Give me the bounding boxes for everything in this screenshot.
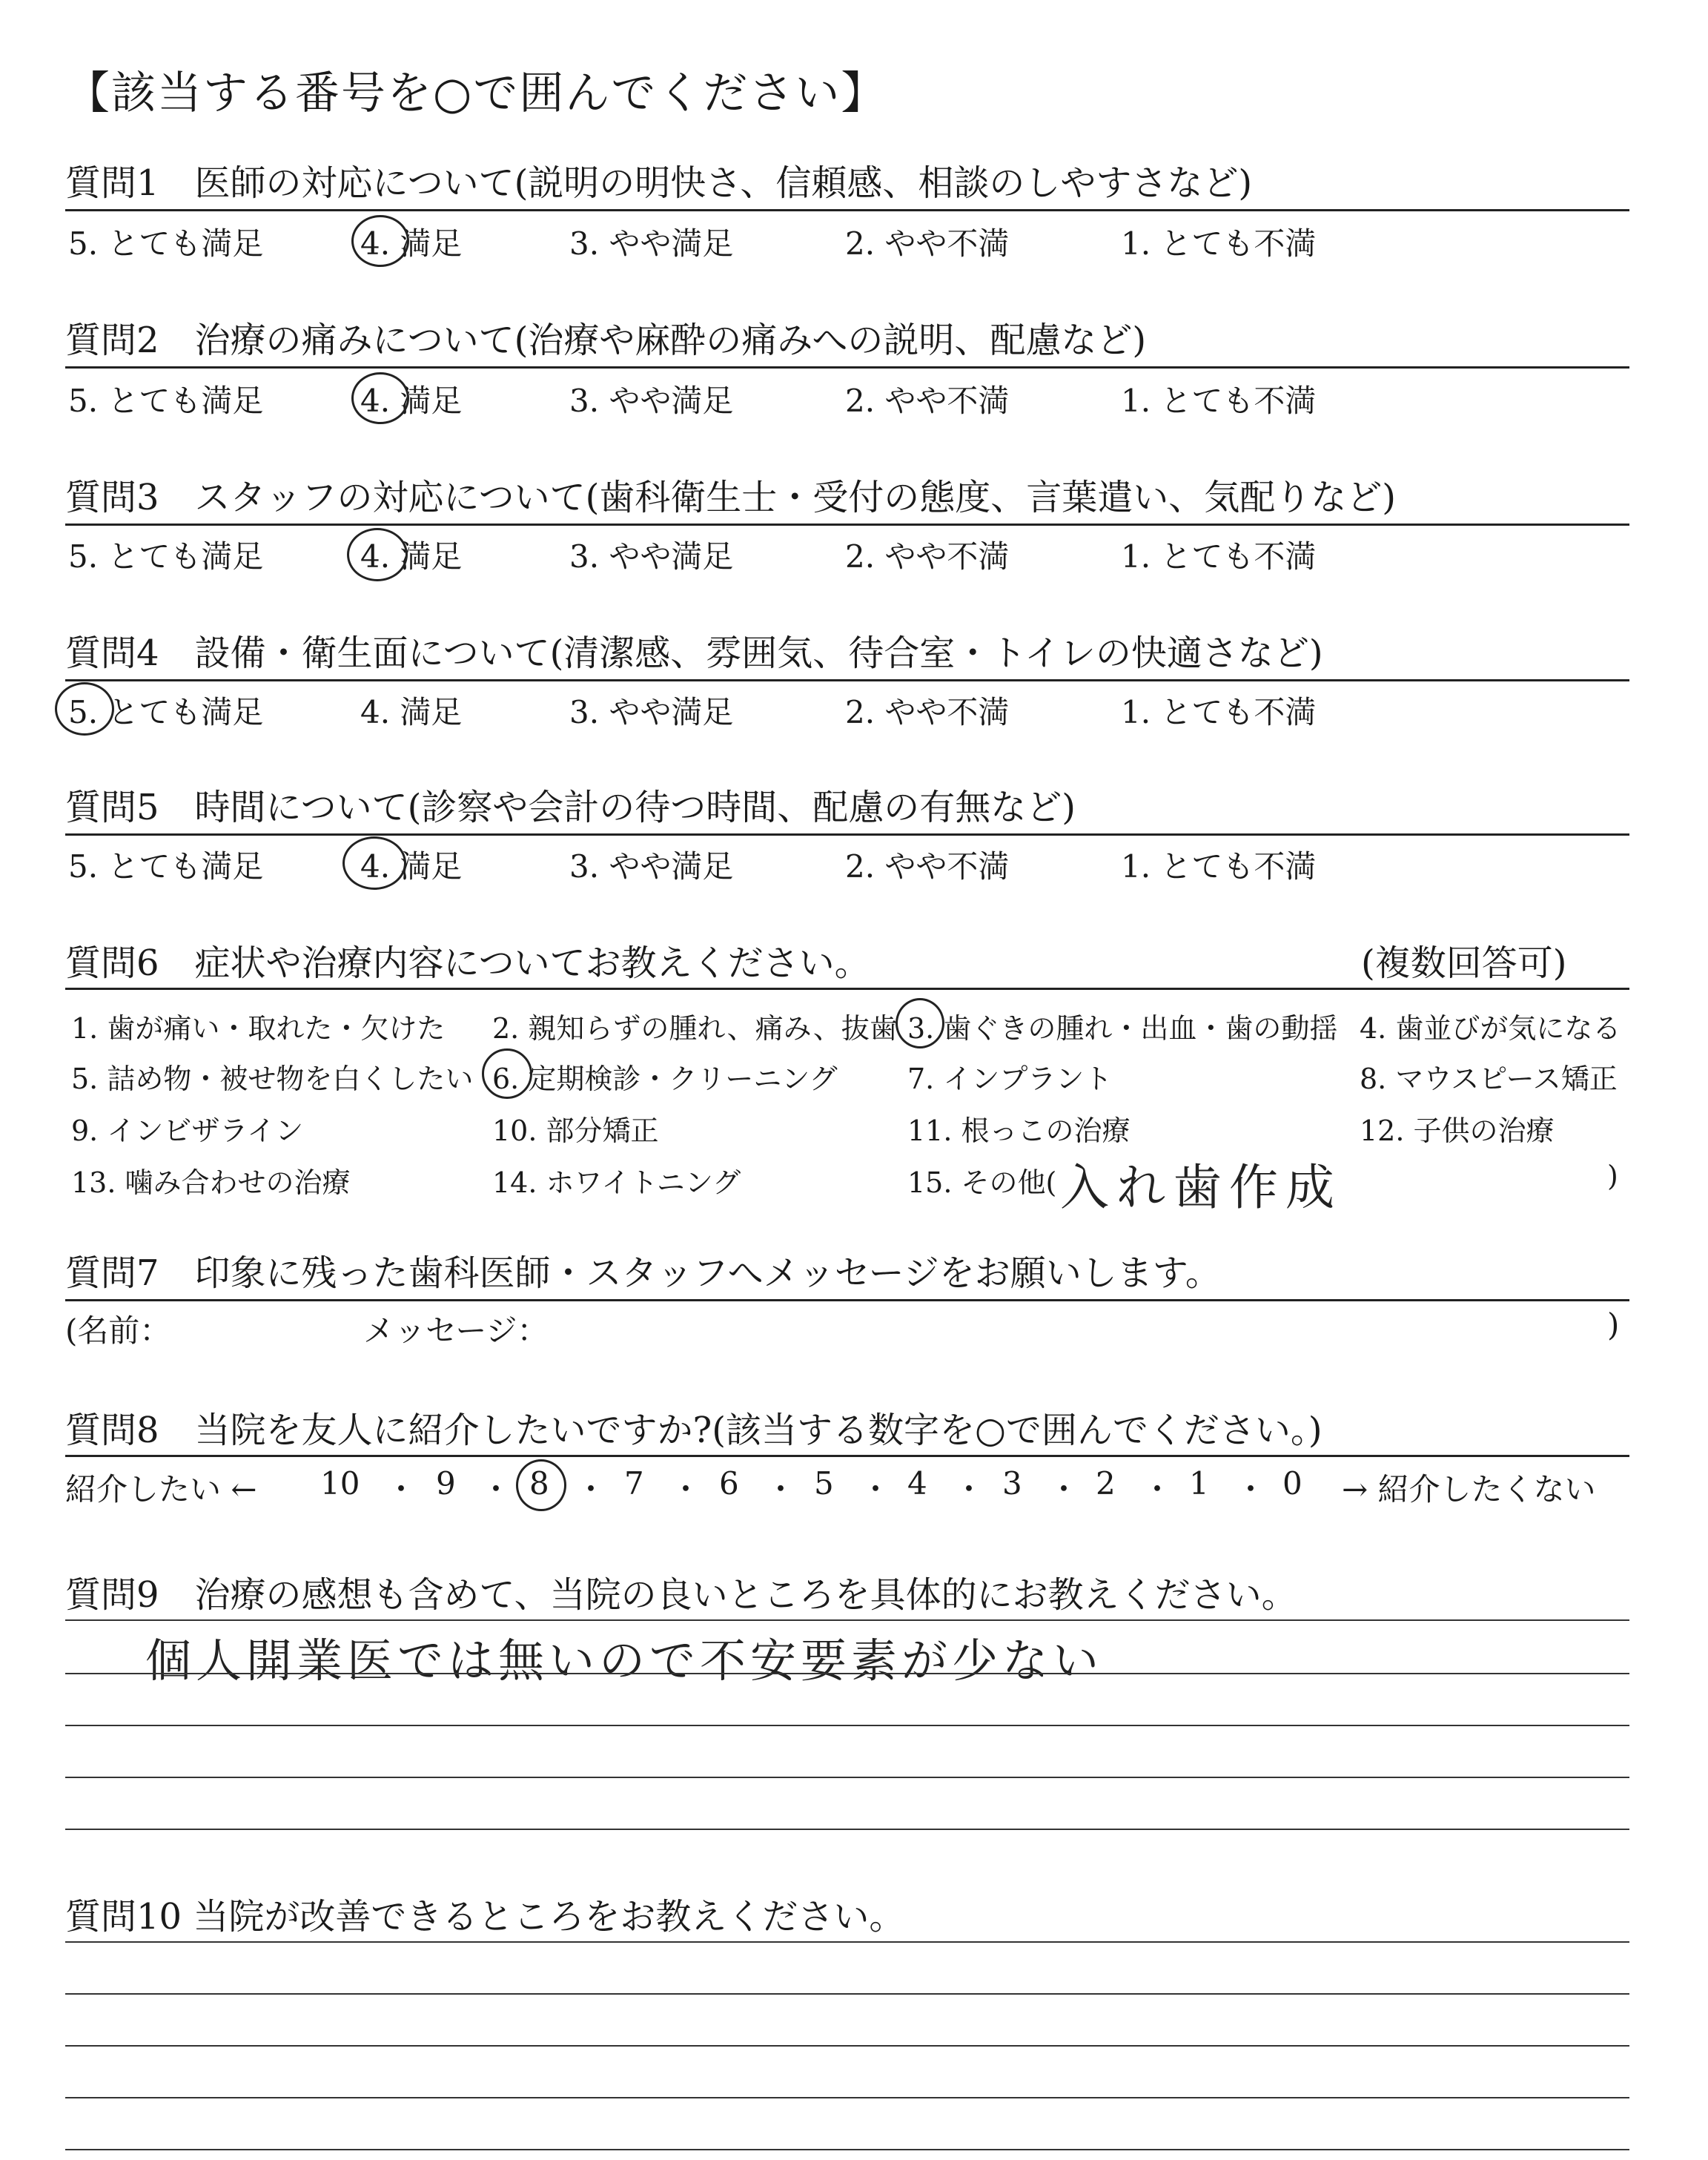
question-9-title: 質問9 治療の感想も含めて、当院の良いところを具体的にお教えください。 [65, 1574, 1297, 1616]
answer-line [65, 1725, 1629, 1726]
divider [65, 988, 1629, 990]
q8-scale-dot: ・ [953, 1471, 985, 1507]
q8-scale-10[interactable]: 10 [320, 1465, 360, 1502]
divider [65, 366, 1629, 369]
q8-scale-4[interactable]: 4 [907, 1465, 927, 1502]
q1-option-2[interactable]: 2. やや不満 [845, 225, 1010, 262]
question-1-title: 質問1 医師の対応について(説明の明快さ、信頼感、相談のしやすさなど) [65, 162, 1253, 204]
q4-option-2[interactable]: 2. やや不満 [845, 694, 1010, 730]
q8-scale-dot: ・ [575, 1471, 607, 1507]
answer-line [65, 1777, 1629, 1778]
answer-line [65, 2097, 1629, 2098]
question-4-title: 質問4 設備・衛生面について(清潔感、雰囲気、待合室・トイレの快適さなど) [65, 633, 1323, 674]
q7-close-paren: ) [1607, 1307, 1620, 1343]
q8-scale-2[interactable]: 2 [1096, 1465, 1116, 1502]
divider [65, 1299, 1629, 1301]
q8-scale-dot: ・ [670, 1471, 702, 1507]
q7-message-label: メッセージ： [363, 1312, 549, 1349]
q6-option-9[interactable]: 9. インビザライン [71, 1114, 304, 1147]
q4-option-1[interactable]: 1. とても不満 [1121, 694, 1317, 730]
answer-line [65, 1619, 1629, 1621]
q3-option-4[interactable]: 4. 満足 [360, 538, 463, 575]
question-10-title: 質問10 当院が改善できるところをお教えください。 [65, 1896, 905, 1938]
q1-option-3[interactable]: 3. やや満足 [569, 225, 734, 262]
answer-line [65, 2149, 1629, 2150]
q5-option-1[interactable]: 1. とても不満 [1121, 848, 1317, 885]
q1-option-4[interactable]: 4. 満足 [360, 225, 463, 262]
divider [65, 524, 1629, 526]
q2-selection-circle [351, 372, 409, 424]
q1-option-1[interactable]: 1. とても不満 [1121, 225, 1317, 262]
q4-selection-circle [55, 682, 114, 736]
q8-scale-9[interactable]: 9 [436, 1465, 456, 1502]
answer-line [65, 1941, 1629, 1943]
q6-other-handwritten[interactable]: 入れ歯作成 [1060, 1159, 1342, 1216]
q8-right-label: → 紹介したくない [1342, 1471, 1596, 1507]
q8-scale-dot: ・ [1048, 1471, 1080, 1507]
answer-line [65, 2045, 1629, 2047]
q8-scale-dot: ・ [860, 1471, 892, 1507]
q8-scale-dot: ・ [1142, 1471, 1174, 1507]
q8-scale-7[interactable]: 7 [624, 1465, 644, 1502]
question-7-title: 質問7 印象に残った歯科医師・スタッフへメッセージをお願いします。 [65, 1252, 1221, 1294]
q7-name-field[interactable] [185, 1307, 348, 1345]
q8-scale-6[interactable]: 6 [719, 1465, 739, 1502]
q6-selection-circle-3 [896, 998, 944, 1048]
answer-line [65, 1829, 1629, 1830]
q6-option-13[interactable]: 13. 噛み合わせの治療 [71, 1166, 351, 1199]
q3-option-3[interactable]: 3. やや満足 [569, 538, 734, 575]
divider [65, 679, 1629, 681]
q8-scale-5[interactable]: 5 [814, 1465, 834, 1502]
q7-name-label: (名前： [65, 1312, 171, 1349]
q6-option-5[interactable]: 5. 詰め物・被せ物を白くしたい [71, 1063, 474, 1095]
q8-scale-8[interactable]: 8 [529, 1465, 549, 1502]
q4-option-3[interactable]: 3. やや満足 [569, 694, 734, 730]
answer-line [65, 1673, 1629, 1674]
answer-line [65, 1993, 1629, 1995]
q2-option-1[interactable]: 1. とても不満 [1121, 383, 1317, 419]
q6-option-14[interactable]: 14. ホワイトニング [492, 1166, 741, 1199]
q5-option-3[interactable]: 3. やや満足 [569, 848, 734, 885]
q8-selection-circle [516, 1459, 566, 1511]
q6-other-close-paren: ) [1607, 1160, 1618, 1192]
q1-selection-circle [351, 215, 409, 267]
q8-scale-1[interactable]: 1 [1189, 1465, 1209, 1502]
question-6-note: (複数回答可) [1361, 942, 1567, 984]
q2-option-3[interactable]: 3. やや満足 [569, 383, 734, 419]
q5-option-4[interactable]: 4. 満足 [360, 848, 463, 885]
q3-option-2[interactable]: 2. やや不満 [845, 538, 1010, 575]
question-6-title: 質問6 症状や治療内容についてお教えください。 [65, 942, 870, 984]
q6-option-11[interactable]: 11. 根っこの治療 [907, 1114, 1131, 1147]
q2-option-2[interactable]: 2. やや不満 [845, 383, 1010, 419]
divider [65, 1455, 1629, 1457]
q8-scale-3[interactable]: 3 [1002, 1465, 1022, 1502]
divider [65, 833, 1629, 836]
q6-option-12[interactable]: 12. 子供の治療 [1360, 1114, 1555, 1147]
q8-scale-dot: ・ [480, 1471, 512, 1507]
question-2-title: 質問2 治療の痛みについて(治療や麻酔の痛みへの説明、配慮など) [65, 320, 1147, 361]
q6-option-6[interactable]: 6. 定期検診・クリーニング [492, 1063, 838, 1095]
question-5-title: 質問5 時間について(診察や会計の待つ時間、配慮の有無など) [65, 787, 1076, 828]
q3-option-1[interactable]: 1. とても不満 [1121, 538, 1317, 575]
q8-left-label: 紹介したい ← [65, 1471, 257, 1507]
q5-selection-circle [342, 836, 406, 890]
q9-handwritten-answer[interactable]: 個人開業医では無いので不安要素が少ない [145, 1634, 1104, 1688]
q3-selection-circle [347, 528, 408, 581]
q7-message-field[interactable] [563, 1307, 1586, 1345]
q6-option-2[interactable]: 2. 親知らずの腫れ、痛み、抜歯 [492, 1012, 898, 1045]
q8-scale-dot: ・ [1235, 1471, 1267, 1507]
q8-scale-0[interactable]: 0 [1282, 1465, 1302, 1502]
q4-option-5[interactable]: 5. とても満足 [68, 694, 264, 730]
q6-option-7[interactable]: 7. インプラント [907, 1063, 1113, 1095]
q6-option-4[interactable]: 4. 歯並びが気になる [1360, 1012, 1621, 1045]
q6-option-1[interactable]: 1. 歯が痛い・取れた・欠けた [71, 1012, 446, 1045]
q2-option-5[interactable]: 5. とても満足 [68, 383, 264, 419]
question-8-title: 質問8 当院を友人に紹介したいですか?(該当する数字を○で囲んでください。) [65, 1410, 1323, 1451]
q1-option-5[interactable]: 5. とても満足 [68, 225, 264, 262]
q8-scale-dot: ・ [765, 1471, 797, 1507]
q6-option-10[interactable]: 10. 部分矯正 [492, 1114, 659, 1147]
q5-option-2[interactable]: 2. やや不満 [845, 848, 1010, 885]
q6-selection-circle-6 [482, 1048, 532, 1099]
q3-option-5[interactable]: 5. とても満足 [68, 538, 264, 575]
q6-option-15[interactable]: 15. その他( [907, 1166, 1057, 1199]
divider [65, 209, 1629, 211]
q6-option-8[interactable]: 8. マウスピース矯正 [1360, 1063, 1618, 1095]
q2-option-4[interactable]: 4. 満足 [360, 383, 463, 419]
question-3-title: 質問3 スタッフの対応について(歯科衛生士・受付の態度、言葉遣い、気配りなど) [65, 477, 1397, 518]
q5-option-5[interactable]: 5. とても満足 [68, 848, 264, 885]
form-header: 【該当する番号を○で囲んでください】 [65, 67, 887, 119]
q6-option-3[interactable]: 3. 歯ぐきの腫れ・出血・歯の動揺 [907, 1012, 1338, 1045]
q8-scale-dot: ・ [385, 1471, 417, 1507]
q4-option-4[interactable]: 4. 満足 [360, 694, 463, 730]
